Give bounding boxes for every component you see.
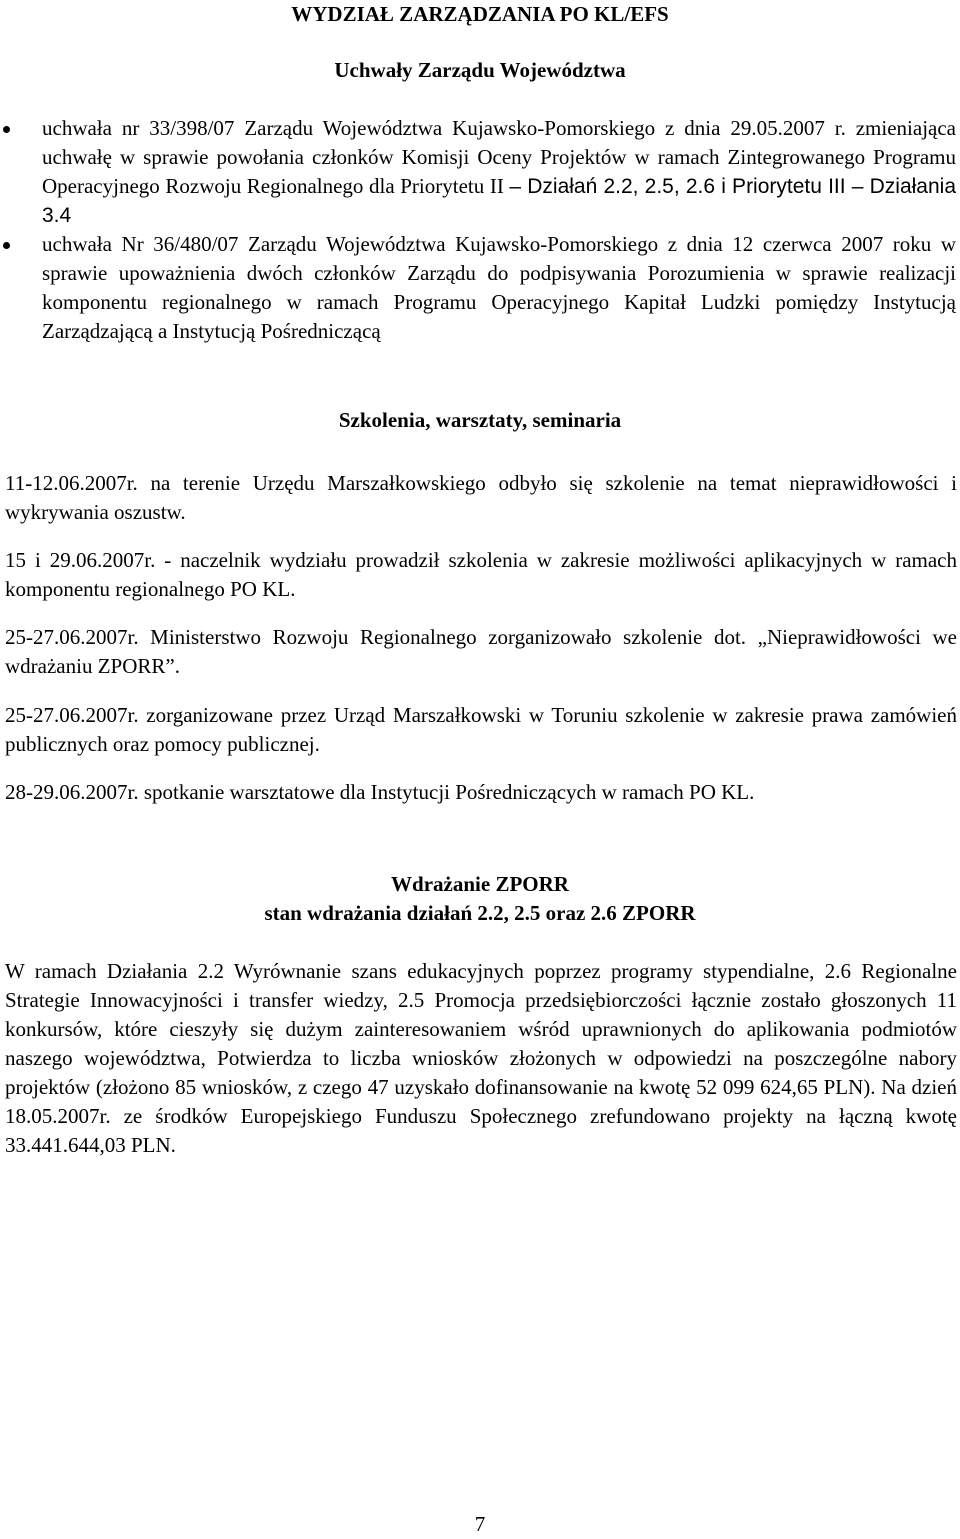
resolution-text: [42, 114, 956, 230]
list-item: [0, 230, 956, 346]
resolution-text-part2: – Działań 2.2, 2.5, 2.6 i Priorytetu III – Działania 3.4: [42, 175, 956, 227]
resolutions-heading: Uchwały Zarządu Województwa: [334, 58, 626, 82]
zporr-body: W ramach Działania 2.2 Wyrównanie szans edukacyjnych poprzez programy stypendialne, 2.6 Regionalne Strategie Innowacyjności i transfer wiedzy, 2.5 Promocja przedsiębiorczości łącznie zostało głoszonych 11 konkursów, które cieszyły się dużym zainteresowaniem wśród uprawnionych do aplikowania podmiotów naszego województwa, Potwierdza to liczba wniosków złożonych w odpowiedzi na poszczególne nabory projektów (złożono 85 wniosków, z czego 47 uzyskało dofinansowanie na kwotę 52 099 624,65 PLN). Na dzień 18.05.2007r. ze środków Europejskiego Funduszu Społecznego zrefundowano projekty na łączną kwotę 33.441.644,03 PLN.: [5, 959, 957, 1157]
training-item: 15 i 29.06.2007r. - naczelnik wydziału prowadził szkolenia w zakresie możliwości aplikacyjnych w ramach komponentu regionalnego PO KL.: [5, 548, 957, 601]
bullet-icon: [3, 126, 10, 133]
zporr-heading: Wdrażanie ZPORR: [391, 872, 569, 896]
training-item: 11-12.06.2007r. na terenie Urzędu Marszałkowskiego odbyło się szkolenie na temat nieprawidłowości i wykrywania oszustw.: [5, 471, 957, 524]
page-number: 7: [474, 1512, 486, 1536]
department-heading: WYDZIAŁ ZARZĄDZANIA PO KL/EFS: [291, 2, 669, 26]
resolutions-list: [0, 114, 960, 346]
training-item: 28-29.06.2007r. spotkanie warsztatowe dla Instytucji Pośredniczących w ramach PO KL.: [5, 780, 755, 804]
zporr-subheading: stan wdrażania działań 2.2, 2.5 oraz 2.6 ZPORR: [264, 901, 696, 925]
resolution-text: uchwała Nr 36/480/07 Zarządu Województwa Kujawsko-Pomorskiego z dnia 12 czerwca 2007 roku w sprawie upoważnienia dwóch członków Zarządu do podpisywania Porozumienia w sprawie realizacji komponentu regionalnego w ramach Programu Operacyjnego Kapitał Ludzki pomiędzy Instytucją Zarządzającą a Instytucją Pośredniczącą: [42, 232, 956, 343]
training-item: 25-27.06.2007r. Ministerstwo Rozwoju Regionalnego zorganizowało szkolenie dot. „Nieprawidłowości we wdrażaniu ZPORR”.: [5, 625, 957, 678]
trainings-heading: Szkolenia, warsztaty, seminaria: [338, 408, 622, 432]
resolution-text-part1: uchwała nr 33/398/07 Zarządu Województwa Kujawsko-Pomorskiego z dnia 29.05.2007 r. zmieniająca uchwałę w sprawie powołania członków Komisji Oceny Projektów w ramach Zintegrowanego Programu Operacyjnego Rozwoju Regionalnego dla Priorytetu II: [42, 116, 956, 198]
training-item: 25-27.06.2007r. zorganizowane przez Urząd Marszałkowski w Toruniu szkolenie w zakresie prawa zamówień publicznych oraz pomocy publicznej.: [5, 703, 957, 756]
bullet-icon: [3, 242, 10, 249]
list-item: [0, 114, 956, 230]
